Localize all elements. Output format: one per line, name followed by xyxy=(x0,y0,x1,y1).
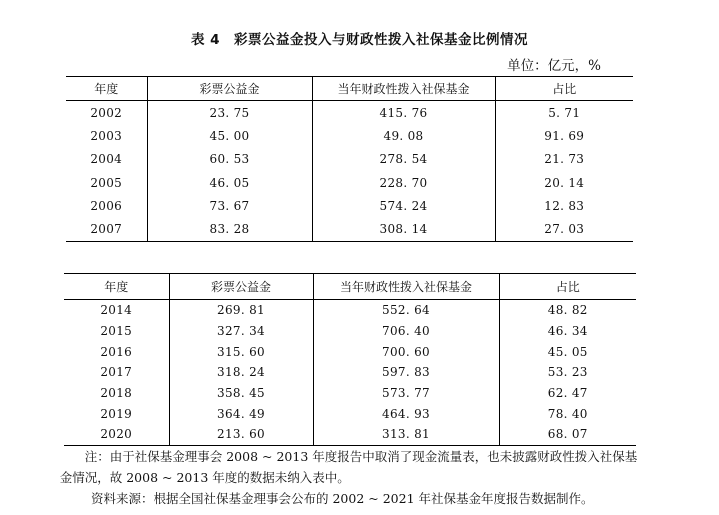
cell-ratio: 5. 71 xyxy=(495,101,633,125)
cell-year: 2004 xyxy=(90,152,123,167)
cell-year: 2017 xyxy=(100,365,133,380)
cell-fiscal-allocation: 552. 64 xyxy=(313,300,499,321)
table-header-row xyxy=(66,77,633,101)
table-row xyxy=(64,403,636,424)
cell-fiscal-allocation: 278. 54 xyxy=(312,148,495,171)
table-row xyxy=(66,217,633,241)
header-ratio: 占比 xyxy=(495,77,633,101)
table-row xyxy=(64,341,636,362)
cell-lottery-fund: 364. 49 xyxy=(169,403,313,424)
table-row xyxy=(64,424,636,445)
cell-year: 2007 xyxy=(90,222,123,237)
cell-lottery-fund: 213. 60 xyxy=(169,424,313,445)
cell-ratio: 53. 23 xyxy=(499,362,636,383)
cell-lottery-fund: 46. 05 xyxy=(147,171,312,194)
cell-fiscal-allocation: 415. 76 xyxy=(312,101,495,125)
cell-lottery-fund: 358. 45 xyxy=(169,383,313,404)
table-2014-2020 xyxy=(64,273,636,446)
cell-year: 2018 xyxy=(100,386,133,401)
cell-ratio: 62. 47 xyxy=(499,383,636,404)
cell-year: 2019 xyxy=(100,406,133,421)
table-row xyxy=(64,300,636,321)
cell-fiscal-allocation: 228. 70 xyxy=(312,171,495,194)
cell-ratio: 21. 73 xyxy=(495,148,633,171)
cell-fiscal-allocation: 706. 40 xyxy=(313,321,499,342)
cell-lottery-fund: 73. 67 xyxy=(147,194,312,217)
table-row xyxy=(64,321,636,342)
cell-lottery-fund: 45. 00 xyxy=(147,124,312,147)
notes-block xyxy=(59,446,644,509)
cell-ratio: 27. 03 xyxy=(495,217,633,241)
cell-lottery-fund: 60. 53 xyxy=(147,148,312,171)
cell-ratio: 20. 14 xyxy=(495,171,633,194)
cell-ratio: 48. 82 xyxy=(499,300,636,321)
header-year: 年度 xyxy=(64,274,169,300)
cell-lottery-fund: 23. 75 xyxy=(147,101,312,125)
header-fiscal-allocation: 当年财政性拨入社保基金 xyxy=(312,77,495,101)
table-row xyxy=(64,383,636,404)
cell-ratio: 46. 34 xyxy=(499,321,636,342)
header-year: 年度 xyxy=(66,77,147,101)
table-row xyxy=(66,194,633,217)
cell-fiscal-allocation: 700. 60 xyxy=(313,341,499,362)
cell-year: 2002 xyxy=(90,105,123,120)
unit-label: 单位：亿元，% xyxy=(507,58,601,74)
cell-fiscal-allocation: 573. 77 xyxy=(313,383,499,404)
cell-fiscal-allocation: 308. 14 xyxy=(312,217,495,241)
table-note: 注：由于社保基金理事会 2008 ~ 2013 年度报告中取消了现金流量表，也未披露财政性拨入社保基金情况，故 2008 ~ 2013 年度的数据未纳入表中。 xyxy=(59,449,638,485)
cell-year: 2014 xyxy=(100,303,133,318)
cell-year: 2006 xyxy=(90,198,123,213)
cell-ratio: 78. 40 xyxy=(499,403,636,424)
table-2002-2007 xyxy=(66,76,633,242)
cell-year: 2016 xyxy=(100,344,133,359)
cell-fiscal-allocation: 49. 08 xyxy=(312,124,495,147)
cell-lottery-fund: 83. 28 xyxy=(147,217,312,241)
cell-ratio: 91. 69 xyxy=(495,124,633,147)
data-source: 资料来源：根据全国社保基金理事会公布的 2002 ~ 2021 年社保基金年度报告数据制作。 xyxy=(91,491,594,506)
header-fiscal-allocation: 当年财政性拨入社保基金 xyxy=(313,274,499,300)
header-lottery-fund: 彩票公益金 xyxy=(147,77,312,101)
cell-year: 2015 xyxy=(100,324,133,339)
cell-year: 2003 xyxy=(90,128,123,143)
cell-lottery-fund: 315. 60 xyxy=(169,341,313,362)
cell-ratio: 45. 05 xyxy=(499,341,636,362)
cell-year: 2005 xyxy=(90,175,123,190)
cell-fiscal-allocation: 574. 24 xyxy=(312,194,495,217)
table-row xyxy=(66,124,633,147)
table-title: 表 4 彩票公益金投入与财政性拨入社保基金比例情况 xyxy=(190,32,529,48)
header-lottery-fund: 彩票公益金 xyxy=(169,274,313,300)
cell-fiscal-allocation: 464. 93 xyxy=(313,403,499,424)
table-header-row xyxy=(64,274,636,300)
header-ratio: 占比 xyxy=(499,274,636,300)
cell-lottery-fund: 269. 81 xyxy=(169,300,313,321)
cell-year: 2020 xyxy=(100,427,133,442)
cell-lottery-fund: 318. 24 xyxy=(169,362,313,383)
cell-fiscal-allocation: 597. 83 xyxy=(313,362,499,383)
table-row xyxy=(64,362,636,383)
table-row xyxy=(66,101,633,125)
table-row xyxy=(66,171,633,194)
cell-lottery-fund: 327. 34 xyxy=(169,321,313,342)
cell-fiscal-allocation: 313. 81 xyxy=(313,424,499,445)
table-row xyxy=(66,148,633,171)
cell-ratio: 68. 07 xyxy=(499,424,636,445)
cell-ratio: 12. 83 xyxy=(495,194,633,217)
